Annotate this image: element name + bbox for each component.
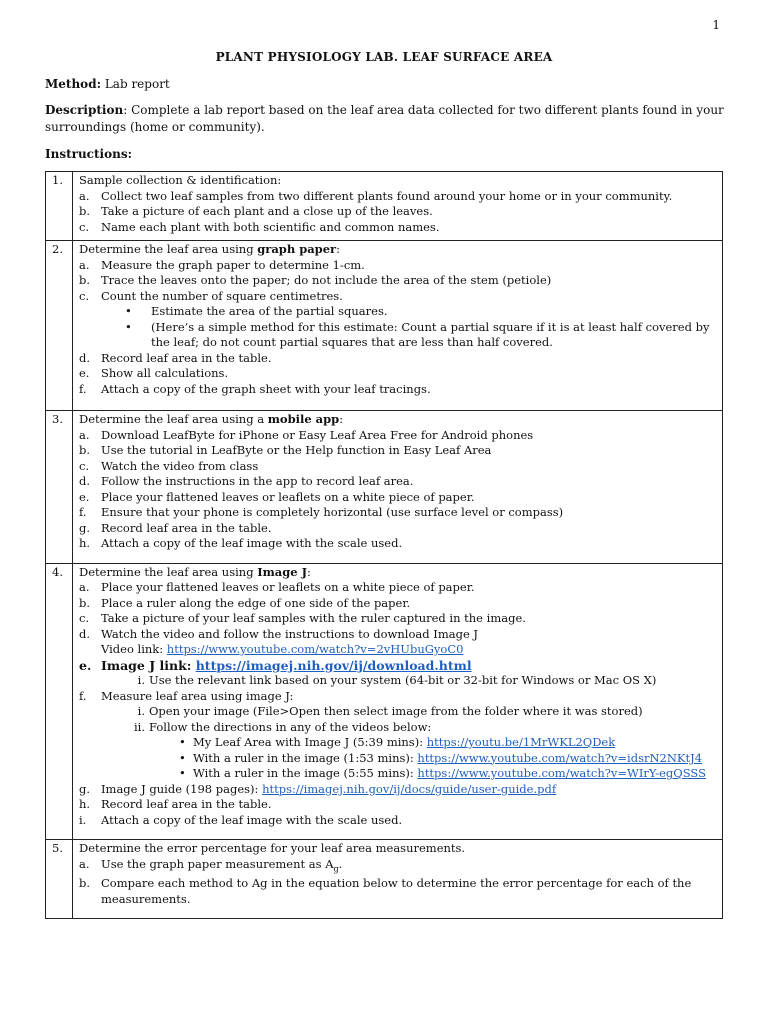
- list-item: f. Ensure that your phone is completely horizontal (use surface level or compass): [79, 505, 564, 519]
- list-item: d. Record leaf area in the table.: [79, 350, 272, 365]
- list-item: a. Measure the graph paper to determine 1-cm.: [79, 257, 365, 272]
- method-text: Lab report: [101, 77, 170, 91]
- bullet-item: • With a ruler in the image (1:53 mins): https://www.youtube.com/watch?v=idsrN2NKtJ4: [179, 750, 703, 765]
- list-item: a. Use the graph paper measurement as $A_g$.: [79, 856, 343, 873]
- list-item: c. Name each plant with both scientific and common names.: [79, 219, 440, 234]
- list-item: b. Compare each method to Ag in the equation below to determine the error percentage for each of the measurements.: [79, 876, 692, 906]
- list-item: i. Attach a copy of the leaf image with the scale used.: [79, 812, 403, 827]
- list-item: h. Record leaf area in the table.: [79, 797, 272, 811]
- list-item: e. Show all calculations.: [79, 366, 229, 380]
- instructions-table: [45, 171, 723, 919]
- step-number: 2.: [46, 241, 73, 411]
- list-item: c. Take a picture of your leaf samples with the ruler captured in the image.: [79, 611, 526, 625]
- step-content: [73, 241, 723, 411]
- list-item: b. Trace the leaves onto the paper; do not include the area of the stem (petiole): [79, 273, 552, 287]
- table-row: [46, 241, 723, 411]
- bullet-item: • (Here’s a simple method for this estimate: Count a partial square if it is at least half covered by the leaf; do not count partial squares that are less than half covered.: [125, 319, 710, 349]
- list-item: ii. Follow the directions in any of the videos below:: [133, 719, 432, 734]
- list-item: c. Count the number of square centimetres.: [79, 288, 343, 303]
- step-number: 1.: [46, 172, 73, 241]
- step-content: [73, 411, 723, 564]
- list-item: a. Collect two leaf samples from two different plants found around your home or in your community.: [79, 188, 673, 203]
- list-item: c. Watch the video from class: [79, 458, 259, 473]
- list-item: f. Measure leaf area using image J:: [79, 688, 294, 703]
- table-row: [46, 411, 723, 564]
- list-item: Video link: https://www.youtube.com/watch?v=2vHUbuGyoC0: [101, 642, 464, 656]
- list-item: b. Take a picture of each plant and a close up of the leaves.: [79, 204, 433, 218]
- bullet-item: • My Leaf Area with Image J (5:39 mins): https://youtu.be/1MrWKL2QDek: [179, 735, 616, 749]
- list-item: d. Watch the video and follow the instructions to download Image J: [79, 626, 479, 641]
- step-intro: Determine the leaf area using Image J:: [79, 564, 311, 579]
- list-item: b. Use the tutorial in LeafByte or the Help function in Easy Leaf Area: [79, 443, 492, 457]
- imagej-guide-link[interactable]: https://imagej.nih.gov/ij/docs/guide/user-guide.pdf: [262, 781, 557, 796]
- step-number: 5.: [46, 840, 73, 919]
- list-item: a. Download LeafByte for iPhone or Easy Leaf Area Free for Android phones: [79, 427, 534, 442]
- bullet-icon: •: [179, 750, 186, 765]
- list-item: h. Attach a copy of the leaf image with the scale used.: [79, 536, 403, 550]
- step-content: [73, 840, 723, 919]
- imagej-download-link[interactable]: https://imagej.nih.gov/ij/download.html: [195, 657, 472, 673]
- list-item: e. Image J link: https://imagej.nih.gov/ij/download.html: [79, 657, 472, 673]
- step-number: 3.: [46, 411, 73, 564]
- bullet-item: • Estimate the area of the partial squares.: [125, 304, 388, 318]
- table-row: [46, 172, 723, 241]
- bullet-icon: •: [125, 319, 132, 334]
- bullet-icon: •: [125, 304, 132, 318]
- document-title: PLANT PHYSIOLOGY LAB. LEAF SURFACE AREA: [215, 50, 553, 64]
- table-row: [46, 840, 723, 919]
- step-intro: Sample collection & identification:: [79, 173, 282, 187]
- step-content: [73, 172, 723, 241]
- list-item: f. Attach a copy of the graph sheet with your leaf tracings.: [79, 381, 431, 396]
- video-link[interactable]: https://www.youtube.com/watch?v=idsrN2NKtJ4: [417, 750, 703, 765]
- method-label: Method:: [45, 77, 102, 91]
- step-intro: Determine the error percentage for your leaf area measurements.: [79, 841, 466, 855]
- bullet-icon: •: [179, 735, 186, 749]
- list-item: i. Open your image (File>Open then select image from the folder where it was stored): [137, 704, 643, 718]
- step-intro: Determine the leaf area using a mobile app:: [79, 412, 344, 426]
- video-link[interactable]: https://www.youtube.com/watch?v=WIrY-egQSSS: [417, 766, 706, 780]
- step-number: 4.: [46, 563, 73, 840]
- page-number: 1: [712, 18, 720, 32]
- description-paragraph: [45, 102, 725, 136]
- list-item: d. Follow the instructions in the app to record leaf area.: [79, 474, 414, 488]
- instructions-heading: Instructions:: [45, 147, 133, 161]
- list-item: e. Place your flattened leaves or leaflets on a white piece of paper.: [79, 489, 475, 504]
- list-item: b. Place a ruler along the edge of one side of the paper.: [79, 595, 411, 610]
- video-link[interactable]: https://www.youtube.com/watch?v=2vHUbuGyoC0: [166, 642, 464, 656]
- list-item: i. Use the relevant link based on your system (64-bit or 32-bit for Windows or Mac OS X): [137, 673, 657, 687]
- step-intro: Determine the leaf area using graph paper:: [79, 242, 340, 256]
- list-item: g. Record leaf area in the table.: [79, 520, 272, 535]
- method-line: [45, 76, 725, 93]
- bullet-icon: •: [179, 766, 186, 780]
- bullet-item: • With a ruler in the image (5:55 mins): https://www.youtube.com/watch?v=WIrY-egQSSS: [179, 766, 706, 780]
- video-link[interactable]: https://youtu.be/1MrWKL2QDek: [426, 735, 616, 749]
- list-item: g. Image J guide (198 pages): https://imagej.nih.gov/ij/docs/guide/user-guide.pdf: [79, 781, 557, 796]
- step-content: [73, 563, 723, 840]
- description-label: Description: [45, 103, 124, 117]
- table-row: [46, 563, 723, 840]
- list-item: a. Place your flattened leaves or leaflets on a white piece of paper.: [79, 580, 475, 594]
- description-text: : Complete a lab report based on the leaf area data collected for two different plants found in your surroundings (home or community).: [45, 103, 724, 134]
